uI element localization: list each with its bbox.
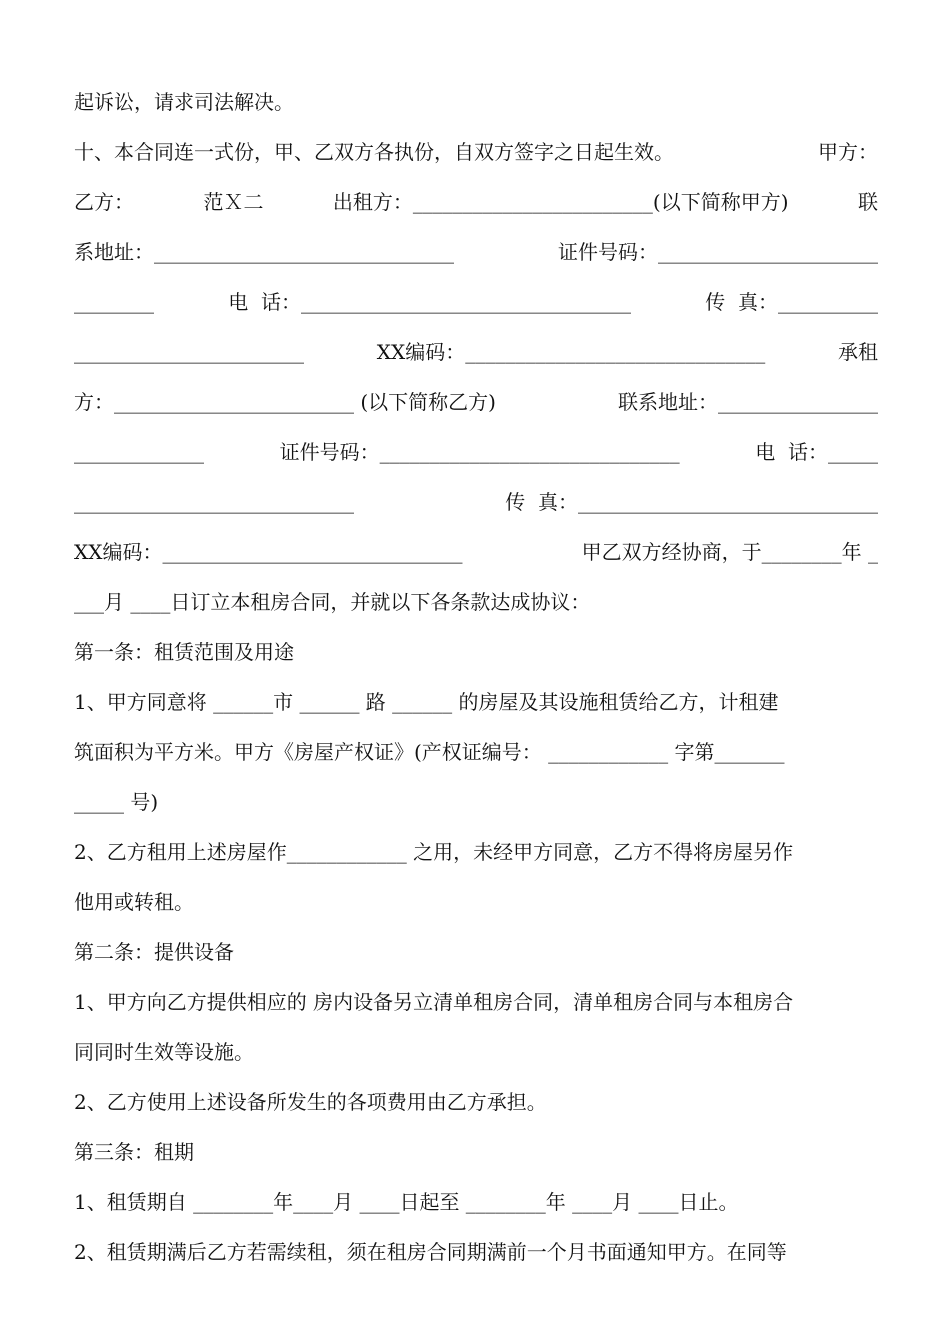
text-line: 2、乙方租用上述房屋作____________ 之用，未经甲方同意，乙方不得将房屋另作: [74, 840, 794, 864]
text-segment: 传 真：______________________________: [505, 490, 878, 514]
text-segment: 出租方：________________________(以下简称甲方): [332, 190, 789, 214]
text-line: [74, 488, 878, 516]
text-line: 起诉讼，请求司法解决。: [74, 90, 294, 114]
text-line: [74, 438, 878, 466]
text-segment: _____________: [74, 440, 204, 464]
text-line: 1、甲方同意将 ______市 ______ 路 ______ 的房屋及其设施租赁给乙方，计租建: [74, 690, 779, 714]
text-segment: 电 话：_____: [755, 440, 878, 464]
text-segment: 范Ｘ二: [203, 190, 264, 214]
section-heading: 第三条：租期: [74, 1140, 194, 1164]
text-segment: 甲方：: [818, 140, 878, 164]
text-line: ___月 ____日订立本租房合同，并就以下各条款达成协议：: [74, 590, 591, 614]
text-line: 1、租赁期自 ________年____月 ____日起至 ________年 ____月 ____日止。: [74, 1190, 739, 1214]
text-segment: 乙方：: [74, 190, 134, 214]
text-segment: 甲乙双方经协商，于________年 _: [581, 540, 878, 564]
text-segment: 电 话：_________________________________: [228, 290, 631, 314]
text-segment: 十、本合同连一式份，甲、乙双方各执份，自双方签字之日起生效。: [74, 140, 674, 164]
text-line: [74, 388, 878, 416]
text-segment: XX编码：______________________________: [74, 540, 463, 564]
text-line: _____ 号): [74, 790, 159, 814]
text-line: 1、甲方向乙方提供相应的 房内设备另立清单租房合同，清单租房合同与本租房合: [74, 990, 794, 1014]
text-segment: ________: [74, 290, 154, 314]
text-segment: 证件号码：______________________________: [279, 440, 680, 464]
text-line: [74, 238, 878, 266]
text-line: 2、租赁期满后乙方若需续租，须在租房合同期满前一个月书面通知甲方。在同等: [74, 1240, 787, 1264]
text-line: 同同时生效等设施。: [74, 1040, 254, 1064]
text-line: 筑面积为平方米。甲方《房屋产权证》(产权证编号： ____________ 字第_______: [74, 740, 785, 764]
text-segment: 方：________________________ (以下简称乙方): [74, 390, 496, 414]
text-segment: 联: [857, 190, 878, 214]
text-line: 2、乙方使用上述设备所发生的各项费用由乙方承担。: [74, 1090, 547, 1114]
text-segment: XX编码：______________________________: [376, 340, 766, 364]
section-heading: 第二条：提供设备: [74, 940, 234, 964]
text-line: 他用或转租。: [74, 890, 194, 914]
text-segment: 联系地址：________________: [618, 390, 878, 414]
section-heading: 第一条：租赁范围及用途: [74, 640, 294, 664]
text-segment: 系地址：______________________________: [74, 240, 454, 264]
text-line: [74, 538, 878, 566]
text-line: [74, 138, 878, 166]
text-line: [74, 338, 878, 366]
text-segment: 传 真：__________: [705, 290, 878, 314]
text-line: [74, 188, 878, 216]
text-segment: _______________________: [74, 340, 304, 364]
text-segment: ____________________________: [74, 490, 354, 514]
text-segment: 承租: [837, 340, 878, 364]
text-line: [74, 288, 878, 316]
text-segment: 证件号码：______________________: [558, 240, 878, 264]
